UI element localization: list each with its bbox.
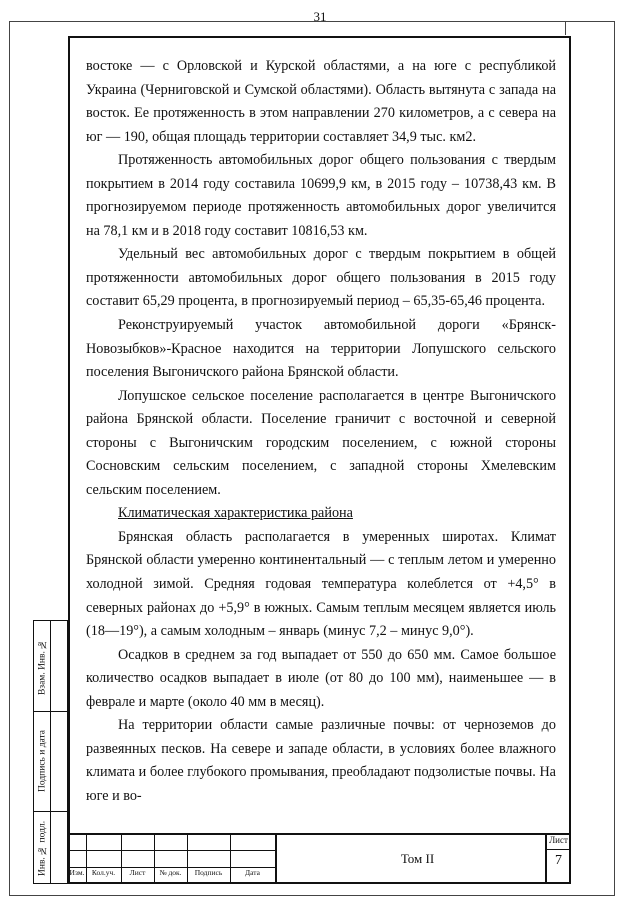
paragraph: Лопушское сельское поселение располагается в центре Выгоничского района Брянской области. Поселение граничит с восточной и северной стороны с Выгоничским городским поселением, с южной стороны Сосновским сельским поселением, с западной стороны Хмелевским сельским поселением. (86, 387, 556, 498)
page-number: 31 (313, 9, 327, 24)
document-volume: Том II (400, 851, 435, 866)
paragraph: Удельный вес автомобильных дорог с твердым покрытием в общей протяженности автомобильных дорог общего пользования в 2015 году составит 65,29 процента, в прогнозируемый период – 65,35-65,46 процента. (86, 246, 556, 310)
side-label-inv: Инв. № подл. (37, 820, 48, 876)
frame-tick-mark (565, 21, 566, 35)
paragraph: Протяженность автомобильных дорог общего пользования с твердым покрытием в 2014 году составила 10699,9 км, в 2015 году – 10738,43 км. В прогнозируемом периоде протяженность автомобильных дорог увеличится на 78,1 км и в 2018 году составит 10816,53 км. (86, 152, 556, 239)
stamp-col-data: Дата (245, 868, 260, 877)
paragraph: На территории области самые различные почвы: от черноземов до развеянных песков. На севере и западе области, в условиях более влажного климата и более глубокого промывания, преобладают подзолистые почвы. На юге и во- (86, 717, 556, 804)
title-block (68, 833, 571, 884)
paragraph: востоке — с Орловской и Курской областями, а на юге с республикой Украина (Черниговской и Сумской областями). Область вытянута с запада на восток. Ее протяженность в этом направлении 270 километров, а с севера на юг — 190, общая площадь территории составляет 34,9 тыс. км2. (86, 58, 556, 145)
stamp-col-kol: Кол.уч. (91, 868, 116, 877)
sheet-number: 7 (555, 853, 562, 868)
stamp-col-doc: № док. (159, 868, 182, 877)
sheet-label: Лист (549, 835, 568, 845)
paragraph: Осадков в среднем за год выпадает от 550 до 650 мм. Самое большое количество осадков выпадает в июле (от 80 до 100 мм), наименьшее — в феврале и марте (около 40 мм в месяц). (86, 646, 556, 710)
stamp-col-podpis: Подпись (194, 868, 223, 877)
side-label-podpis: Подпись и дата (37, 730, 48, 793)
side-approval-strip (33, 620, 68, 884)
stamp-col-list: Лист (129, 868, 146, 877)
document-text (86, 55, 556, 809)
section-heading: Климатическая характеристика района (118, 505, 353, 522)
stamp-col-izm: Изм. (69, 868, 85, 877)
paragraph: Брянская область располагается в умеренных широтах. Климат Брянской области умеренно континентальный — с теплым летом и умеренно холодной зимой. Средняя годовая температура колеблется от +4,5° в северных районах до +5,9° в южных. Самым теплым месяцем является июль (18—19°), а самым холодным – январь (минус 7,2 – минус 9,0°). (86, 528, 556, 640)
side-label-vzam: Взам. Инв. № (37, 638, 48, 696)
paragraph: Реконструируемый участок автомобильной дороги «Брянск-Новозыбков»-Красное находится на территории Лопушского сельского поселения Выгоничского района Брянской области. (86, 317, 556, 381)
